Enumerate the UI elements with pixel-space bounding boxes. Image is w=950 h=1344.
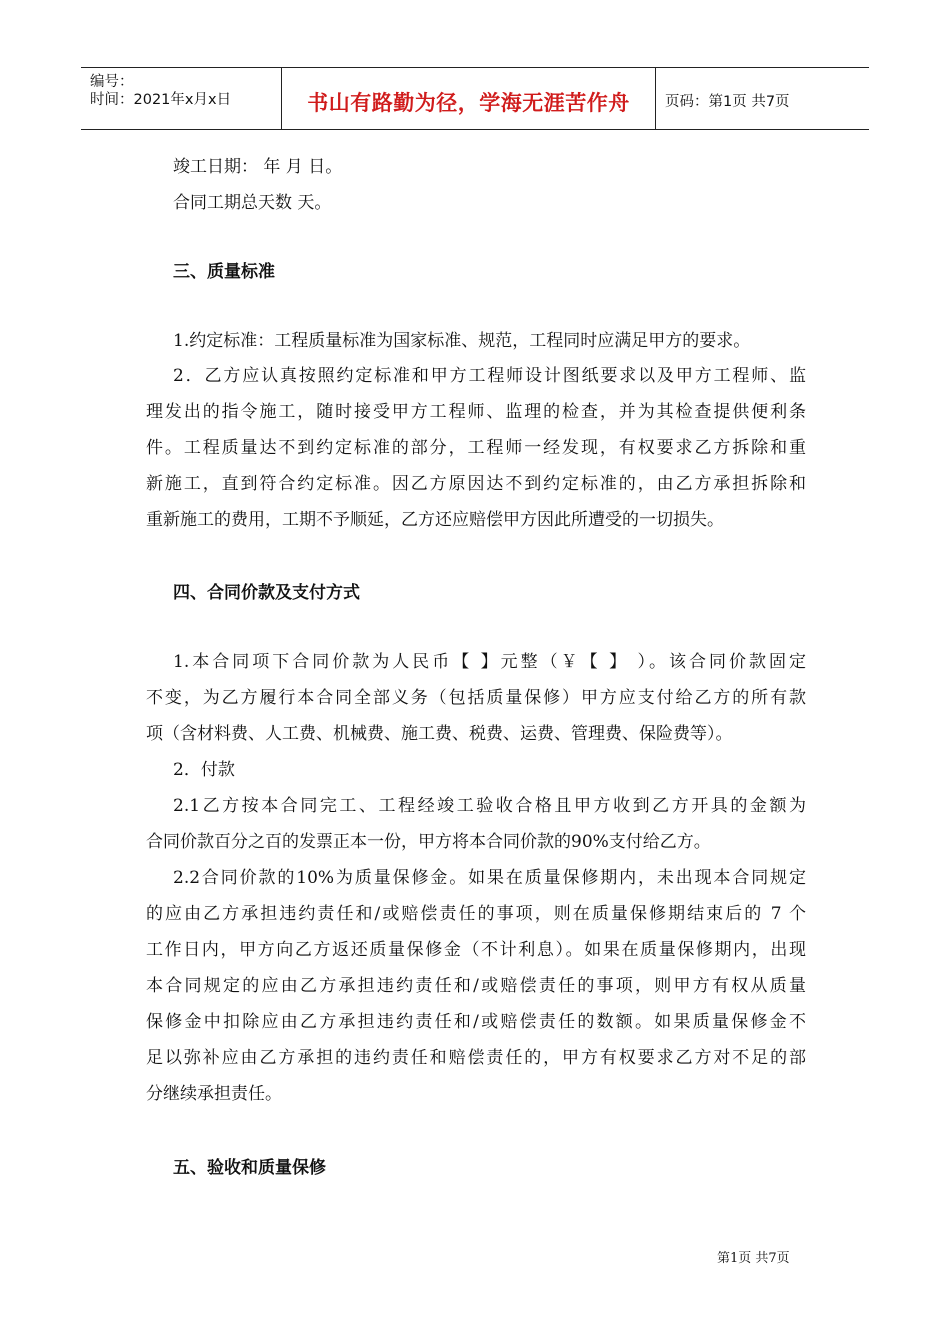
s4-paragraph-1-line-1: 1.本合同项下合同价款为人民币【 】元整（￥【 】 ）。该合同价款固定	[173, 652, 806, 672]
header-page-number: 页码：第1页 共7页	[665, 94, 790, 110]
header-page-cell	[655, 68, 869, 129]
s3-paragraph-2-line-3: 件。工程质量达不到约定标准的部分，工程师一经发现，有权要求乙方拆除和重	[146, 438, 806, 458]
footer-page-number: 第1页 共7页	[717, 1251, 790, 1266]
s3-paragraph-1: 1.约定标准：工程质量标准为国家标准、规范，工程同时应满足甲方的要求。	[173, 331, 751, 351]
s3-paragraph-2-line-2: 理发出的指令施工，随时接受甲方工程师、监理的检查，并为其检查提供便利条	[146, 402, 806, 422]
s4-p21-line-1: 2.1乙方按本合同完工、工程经竣工验收合格且甲方收到乙方开具的金额为	[173, 796, 806, 816]
s4-p22-line-4: 本合同规定的应由乙方承担违约责任和/或赔偿责任的事项，则甲方有权从质量	[146, 976, 806, 996]
s4-paragraph-1-line-3: 项（含材料费、人工费、机械费、施工费、税费、运费、管理费、保险费等）。	[146, 724, 733, 744]
s4-p22-line-3: 工作日内，甲方向乙方返还质量保修金（不计利息）。如果在质量保修期内，出现	[146, 940, 806, 960]
s4-p22-line-5: 保修金中扣除应由乙方承担违约责任和/或赔偿责任的数额。如果质量保修金不	[146, 1012, 806, 1032]
completion-date-line: 竣工日期： 年 月 日。	[173, 157, 343, 177]
s4-p22-line-7: 分继续承担责任。	[146, 1084, 282, 1104]
section-4-title: 四、合同价款及支付方式	[173, 583, 360, 603]
s3-paragraph-2-line-1: 2．乙方应认真按照约定标准和甲方工程师设计图纸要求以及甲方工程师、监	[173, 366, 806, 386]
s3-paragraph-2-line-4: 新施工，直到符合约定标准。因乙方原因达不到约定标准的，由乙方承担拆除和	[146, 474, 806, 494]
s4-p22-line-1: 2.2合同价款的10%为质量保修金。如果在质量保修期内，未出现本合同规定	[173, 868, 806, 888]
time-label: 时间：2021年x月x日	[90, 92, 232, 108]
s4-p22-line-6: 足以弥补应由乙方承担的违约责任和赔偿责任的，甲方有权要求乙方对不足的部	[146, 1048, 806, 1068]
total-days-line: 合同工期总天数 天。	[173, 193, 332, 213]
s3-paragraph-2-line-5: 重新施工的费用，工期不予顺延，乙方还应赔偿甲方因此所遭受的一切损失。	[146, 510, 724, 530]
section-3-title: 三、质量标准	[173, 262, 275, 282]
document-header	[81, 67, 869, 130]
s4-paragraph-1-line-2: 不变，为乙方履行本合同全部义务（包括质量保修）甲方应支付给乙方的所有款	[146, 688, 806, 708]
header-meta-cell	[81, 68, 281, 129]
section-5-title: 五、验收和质量保修	[173, 1158, 326, 1178]
s4-p22-line-2: 的应由乙方承担违约责任和/或赔偿责任的事项，则在质量保修期结束后的 7 个	[146, 904, 806, 924]
motto-text: 书山有路勤为径，学海无涯苦作舟	[307, 91, 630, 115]
header-motto-cell	[281, 68, 656, 129]
s4-payment-heading: 2．付款	[173, 760, 235, 780]
number-label: 编号：	[90, 74, 134, 90]
s4-p21-line-2: 合同价款百分之百的发票正本一份，甲方将本合同价款的90%支付给乙方。	[146, 832, 711, 852]
